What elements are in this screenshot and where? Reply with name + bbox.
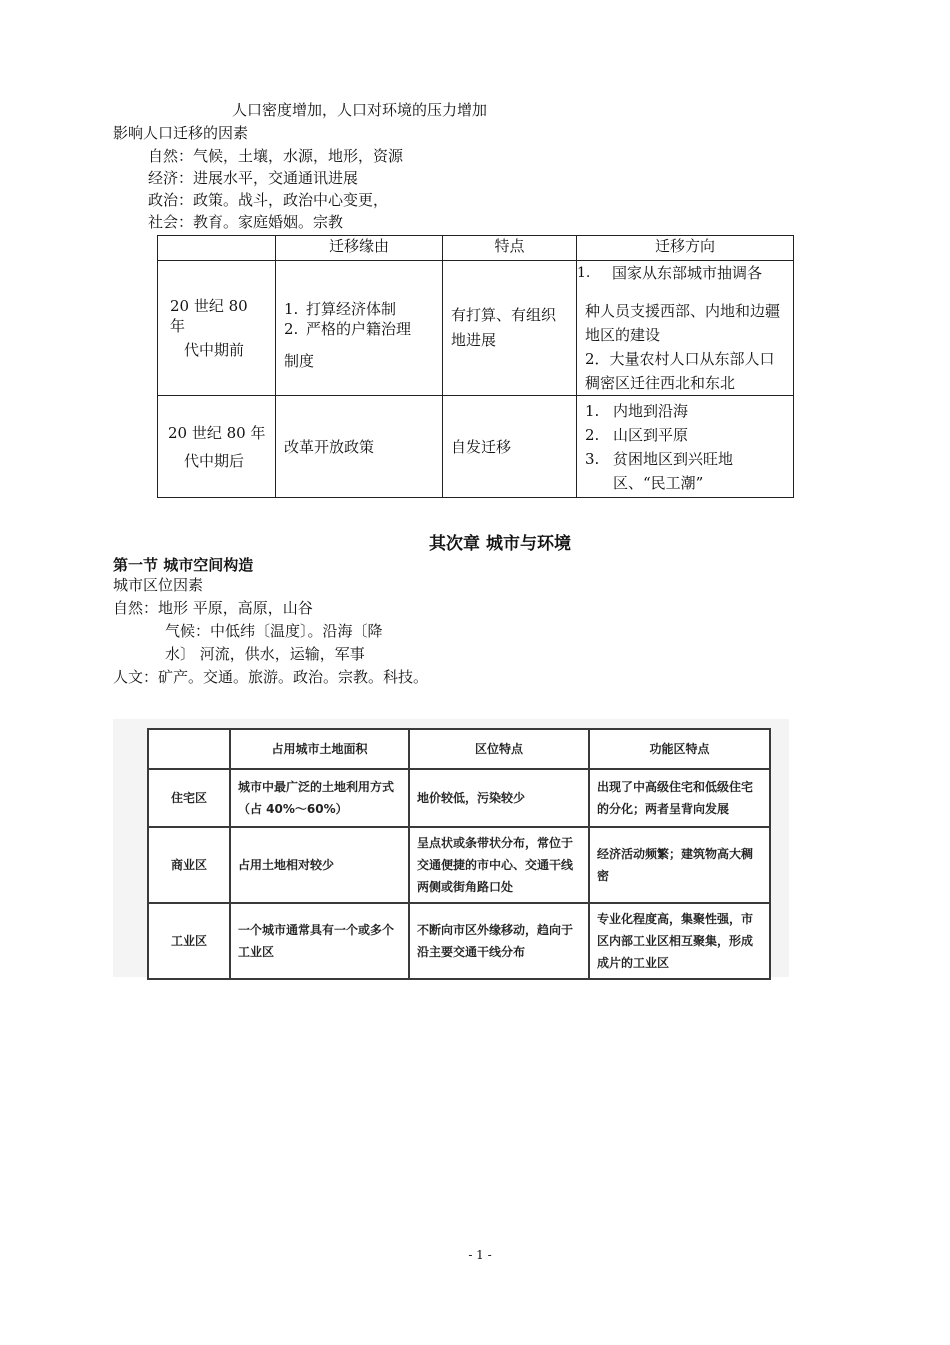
chapter-title: 其次章 城市与环境 (429, 534, 571, 554)
direction-cell (577, 261, 794, 396)
header-cell: 特点 (443, 236, 577, 261)
table-row (158, 261, 794, 396)
direction-text: 山区到平原 (613, 425, 689, 444)
direction-text: 内地到沿海 (613, 401, 689, 420)
direction-text: 区、“民工潮” (613, 473, 704, 492)
intro-line: 人口密度增加，人口对环境的压力增加 (232, 101, 488, 119)
zone-function: 经济活动频繁；建筑物高大稠密 (589, 827, 770, 903)
zone-area: 一个城市通常具有一个或多个工业区 (230, 903, 409, 979)
zone-area: 占用土地相对较少 (230, 827, 409, 903)
period-line: 20 世纪 80 年 (170, 297, 248, 335)
zone-function: 专业化程度高，集聚性强，市区内部工业区相互聚集，形成成片的工业区 (589, 903, 770, 979)
zone-label: 商业区 (148, 827, 230, 903)
period-cell (158, 261, 276, 396)
header-cell: 功能区特点 (589, 729, 770, 769)
feature-cell: 有打算、有组织地进展 (443, 261, 577, 396)
list-number: 3. (585, 449, 600, 468)
header-cell (148, 729, 230, 769)
migration-table (157, 235, 794, 498)
header-cell: 迁移方向 (577, 236, 794, 261)
reason-cell (276, 261, 443, 396)
period-line: 代中期后 (184, 451, 245, 470)
natural-factors: 自然：地形 平原，高原，山谷 (113, 599, 313, 617)
climate-factors: 气候：中低纬〔温度〕。沿海〔降 (165, 622, 383, 640)
list-number: 1. (284, 300, 299, 318)
climate-factors-cont: 水〕 河流，供水，运输，军事 (165, 645, 365, 663)
direction-text: 贫困地区到兴旺地 (613, 449, 734, 468)
header-cell: 区位特点 (409, 729, 589, 769)
zone-location: 不断向市区外缘移动，趋向于沿主要交通干线分布 (409, 903, 589, 979)
zone-label: 住宅区 (148, 769, 230, 827)
period-line: 20 世纪 80 年 (168, 423, 266, 442)
migration-factors-heading: 影响人口迁移的因素 (113, 124, 249, 142)
direction-cell (577, 396, 794, 498)
table-row (148, 769, 770, 827)
factor-political: 政治：政策。战斗，政治中心变更， (148, 191, 389, 209)
reason-text: 严格的户籍治理 (306, 320, 412, 338)
zone-function: 出现了中高级住宅和低级住宅的分化；两者呈背向发展 (589, 769, 770, 827)
factor-natural: 自然：气候，土壤，水源，地形，资源 (148, 147, 404, 165)
page-number: - 1 - (468, 1248, 492, 1262)
section-title: 第一节 城市空间构造 (113, 556, 254, 574)
reason-text: 打算经济体制 (306, 300, 397, 318)
table-row (148, 827, 770, 903)
factor-economic: 经济：进展水平，交通通讯进展 (148, 169, 359, 187)
list-number: 2. (284, 320, 299, 338)
direction-text: 2．大量农村人口从东部人口稠密区迁往西北和东北 (585, 350, 775, 392)
header-cell: 占用城市土地面积 (230, 729, 409, 769)
zone-location: 地价较低，污染较少 (409, 769, 589, 827)
direction-text: 种人员支援西部、内地和边疆地区的建设 (585, 302, 781, 344)
period-line: 代中期前 (184, 341, 245, 359)
location-factors-heading: 城市区位因素 (113, 576, 204, 594)
feature-cell: 自发迁移 (443, 396, 577, 498)
table-header-row (148, 729, 770, 769)
list-number: 2. (585, 425, 600, 444)
table-row (158, 396, 794, 498)
zone-area: 城市中最广泛的土地利用方式（占 40%～60%） (230, 769, 409, 827)
table-row (148, 903, 770, 979)
direction-text: 国家从东部城市抽调各 (612, 264, 763, 282)
zone-location: 呈点状或条带状分布，常位于交通便捷的市中心、交通干线两侧或街角路口处 (409, 827, 589, 903)
zone-table (147, 728, 771, 980)
period-cell (158, 396, 276, 498)
zone-label: 工业区 (148, 903, 230, 979)
factor-social: 社会：教育。家庭婚姻。宗教 (148, 213, 344, 231)
header-cell: 迁移缘由 (276, 236, 443, 261)
header-cell (158, 236, 276, 261)
list-number: 1. (585, 401, 600, 420)
human-factors: 人文：矿产。交通。旅游。政治。宗教。科技。 (113, 668, 429, 686)
list-number: 1. (577, 265, 591, 281)
table-header-row (158, 236, 794, 261)
reason-text: 制度 (284, 352, 315, 370)
reason-cell: 改革开放政策 (276, 396, 443, 498)
